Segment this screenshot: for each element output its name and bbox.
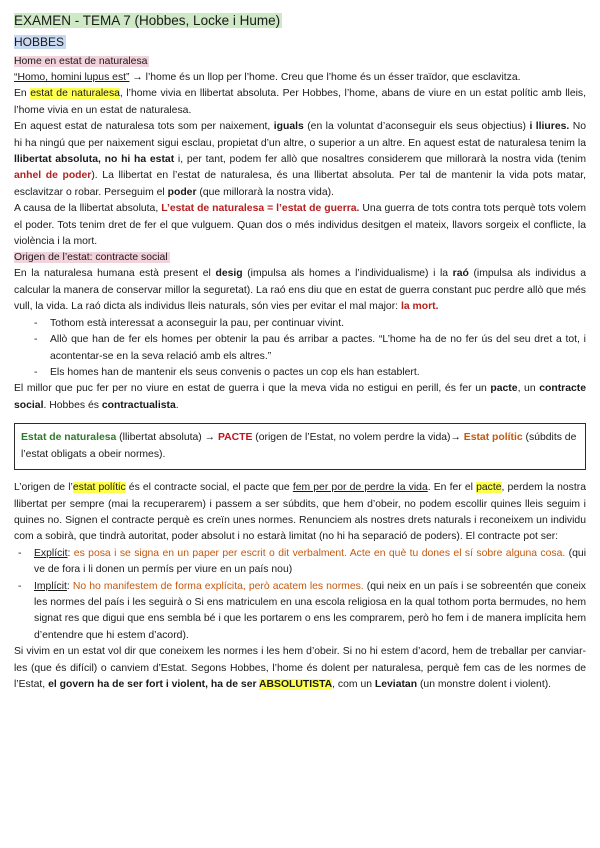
natural-laws-list (14, 316, 586, 382)
paragraph-political-state: L’origen de l’estat polític és el contracte social, el pacte que fem per por de perdre la vida. En fer el pacte, perdem la nostra llibertat per sempre (mai la recuperarem) i passem a ser súbdits, que hem d’obeir, no podem escollir quines lleis seguim i quines no. Signen el contracte perquè es creïn unes normes. Renunciem als nostres drets naturals i reconeixem un individu com a sobirà, que tindrà autoritat, poder absolut i no estarà limitat (no hi ha separació de poders). El contracte pot ser: (14, 482, 586, 543)
list-item: - Tothom està interessat a aconseguir la pau, per continuar vivint. (50, 316, 586, 332)
list-item-implicit: - Implícit: No ho manifestem de forma explícita, però acatem les normes. (qui neix en un país i se sobreentén que coneix les normes del país i les seguirà o Si ens matriculem en una escola religiosa en la qual tothom porta bermudes, no hem signat res que digui que ens sembla bé i que les portarem o ens les comprarem, però ho fem i de manera implícita hem d’entendre que hi estem d’acord). (34, 579, 586, 645)
list-item: - Els homes han de mantenir els seus convenis o pactes un cop els han establert. (50, 365, 586, 381)
list-item: - Allò que han de fer els homes per obtenir la pau és arribar a pactes. “L’home ha de no fer ús del seu dret a tot, i acontentar-se en la seva relació amb els altres.” (50, 332, 586, 365)
paragraph-homo-lupus: “Homo, homini lupus est” → l’home és un llop per l’home. Creu que l’home és un ésser traïdor, que esclavitza. (14, 72, 521, 83)
page-title: EXAMEN - TEMA 7 (Hobbes, Locke i Hume) (14, 13, 281, 28)
paragraph-desire-reason: En la naturalesa humana està present el desig (impulsa als homes a l’individualisme) i la raó (impulsa als individus a calcular la manera de conservar millor la seguretat). La raó ens diu que en estat de guerra constant puc perdre allò que més vull, la vida. La raó dicta als individus lleis naturals, són vies per evitar el mal major: la mort. (14, 268, 587, 313)
paragraph-pact: El millor que puc fer per no viure en estat de guerra i que la meva vida no estigui en perill, és fer un pacte, un contracte social. Hobbes és contractualista. (14, 383, 586, 411)
subheading-state-of-nature: Home en estat de naturalesa (14, 56, 148, 67)
paragraph-state-of-war: A causa de la llibertat absoluta, L’estat de naturalesa = l’estat de guerra. Una guerra de tots contra tots perquè tots volem el poder. Tots tenim dret de fer el que vulguem. Quan dos o més individus desitgen el mateix, llavors sorgeix el conflicte, la violència i la mort. (14, 203, 586, 248)
contract-types-list (14, 546, 586, 644)
subheading-social-contract: Origen de l’estat: contracte social (14, 252, 168, 264)
paragraph-equal-free: En aquest estat de naturalesa tots som per naixement, iguals (en la voluntat d’aconseguir els seus objectius) i lliures. No hi ha ningú que per naixement sigui esclau, propietat d’un altre, o superior a un altre. En aquest estat de naturalesa tenim la llibertat absoluta, no hi ha estat i, per tant, podem fer allò que nosaltres considerem que millorarà la nostra vida (tenim anhel de poder). La llibertat en l’estat de naturalesa, és una llibertat absoluta. Per tal de mantenir la vida pots matar, esclavitzar o robar. Perseguim el poder (que millorarà la nostra vida). (14, 121, 587, 198)
summary-box: Estat de naturalesa (llibertat absoluta) → PACTE (origen de l’Estat, no volem perdre la vida)→ Estat polític (súbdits de l’estat obligats a obeir normes). (14, 423, 586, 470)
list-item-explicit: - Explícit: es posa i se signa en un paper per escrit o dit verbalment. Acte en què tu dones el sí sobre alguna cosa. (qui ve de fora i li donen un permís per viure en un país nou) (34, 546, 586, 579)
paragraph-state-of-nature: En estat de naturalesa, l’home vivia en llibertat absoluta. Per Hobbes, l’home, abans de viure en un estat polític amb lleis, l’home vivia en un estat de naturalesa. (14, 88, 586, 116)
section-heading: HOBBES (14, 35, 65, 49)
document-page (14, 12, 586, 693)
paragraph-absolutism: Si vivim en un estat vol dir que coneixem les normes i les hem d’obeir. Si no hi estem d’acord, hem de treballar per canviar-les (que és difícil) o canviem d’Estat. Segons Hobbes, l’home és dolent per naturalesa, perquè fem cas de les normes de l’Estat, el govern ha de ser fort i violent, ha de ser ABSOLUTISTA, com un Leviatan (un monstre dolent i violent). (14, 646, 586, 690)
